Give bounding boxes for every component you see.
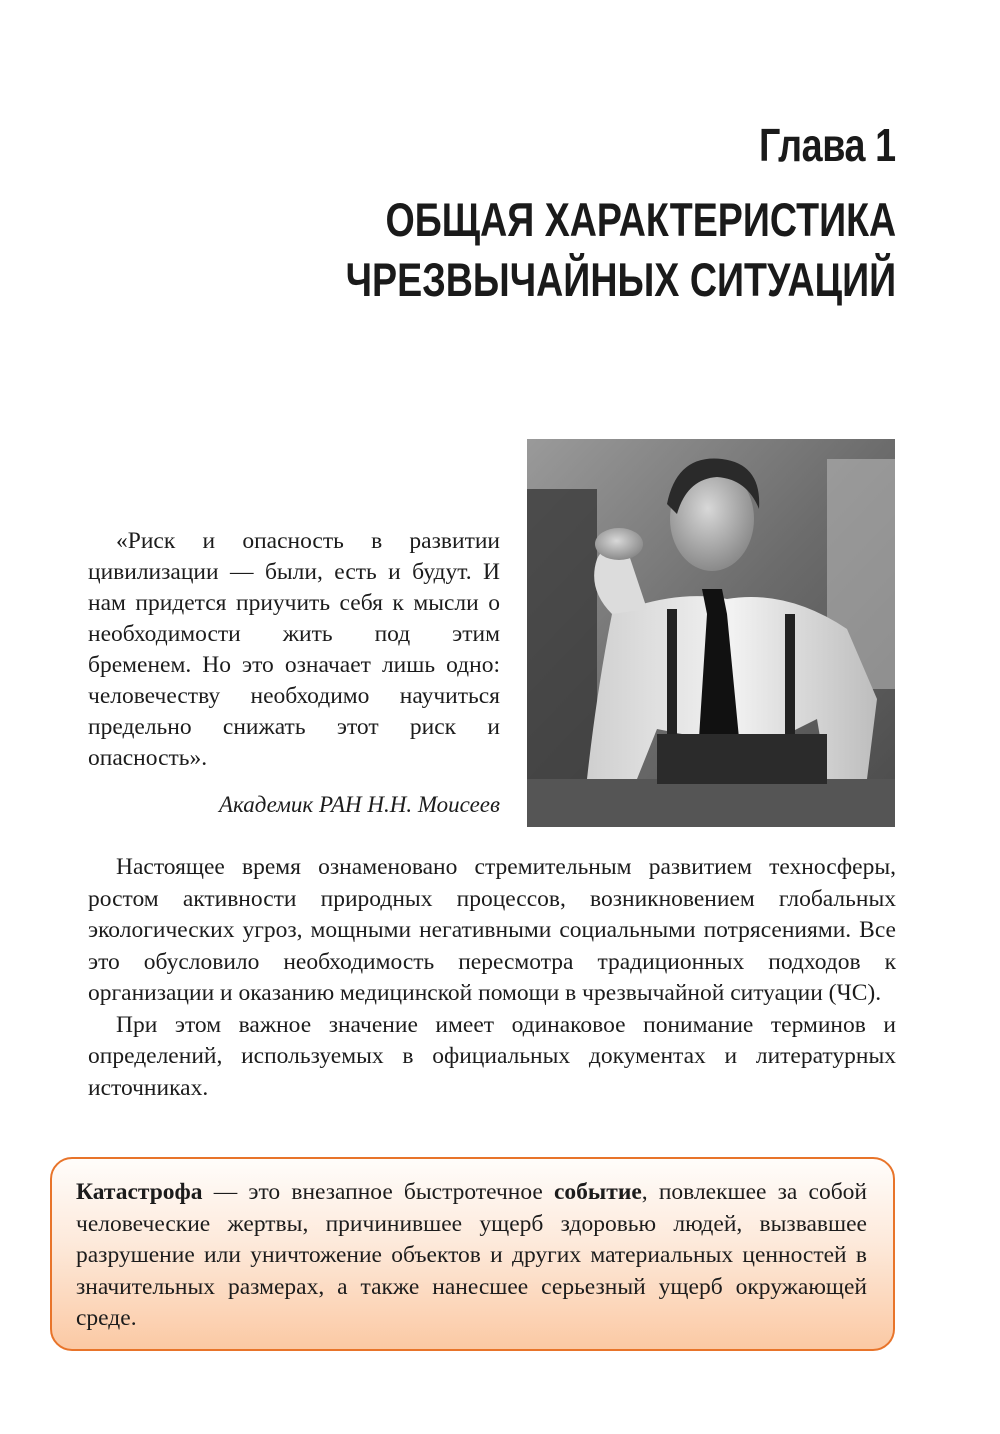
epigraph-author: Академик РАН Н.Н. Моисеев — [218, 792, 500, 817]
definition-text — [76, 1177, 867, 1335]
body-paragraph-1: Настоящее время ознаменовано стремительным развитием техносферы, ростом активности природных процессов, возникновением глобальных экологических угроз, мощными негативными социальными потрясениями. Все это обусловило необходимость пересмотра традиционных подходов к организации и оказанию медицинской помощи в чрезвычайной ситуации (ЧС). — [88, 854, 896, 1006]
chapter-title-line-2: ЧРЕЗВЫЧАЙНЫХ СИТУАЦИЙ — [345, 253, 896, 306]
body-text — [88, 852, 896, 1104]
portrait-photo — [527, 439, 895, 827]
body-paragraph-2: При этом важное значение имеет одинаковое понимание терминов и определений, используемых в официальных документах и литературных источниках. — [88, 1011, 896, 1101]
chapter-title — [345, 190, 896, 310]
definition-box — [50, 1157, 895, 1351]
definition-term: Катастрофа — [76, 1179, 203, 1205]
definition-part-2: , повлекшее за собой человеческие жертвы, причинившее ущерб здоровью людей, вызвавшее разрушение или уничтожение объектов и других материальных ценностей в значительных размерах, а также нанесшее серьезный ущерб окружающей среде. — [76, 1179, 867, 1331]
epigraph-quote: «Риск и опасность в развитии цивилизации — были, есть и будут. И нам придется приучить себя к мысли о необходимости жить под этим бременем. Но это означает лишь одно: человечеству необходимо научиться предельно снижать этот риск и опасность». — [88, 528, 500, 771]
chapter-label: Глава 1 — [759, 119, 896, 171]
definition-key-word: событие — [554, 1179, 642, 1205]
chapter-title-line-1: ОБЩАЯ ХАРАКТЕРИСТИКА — [385, 193, 896, 246]
definition-part-1: — это внезапное быстротечное — [202, 1179, 554, 1205]
